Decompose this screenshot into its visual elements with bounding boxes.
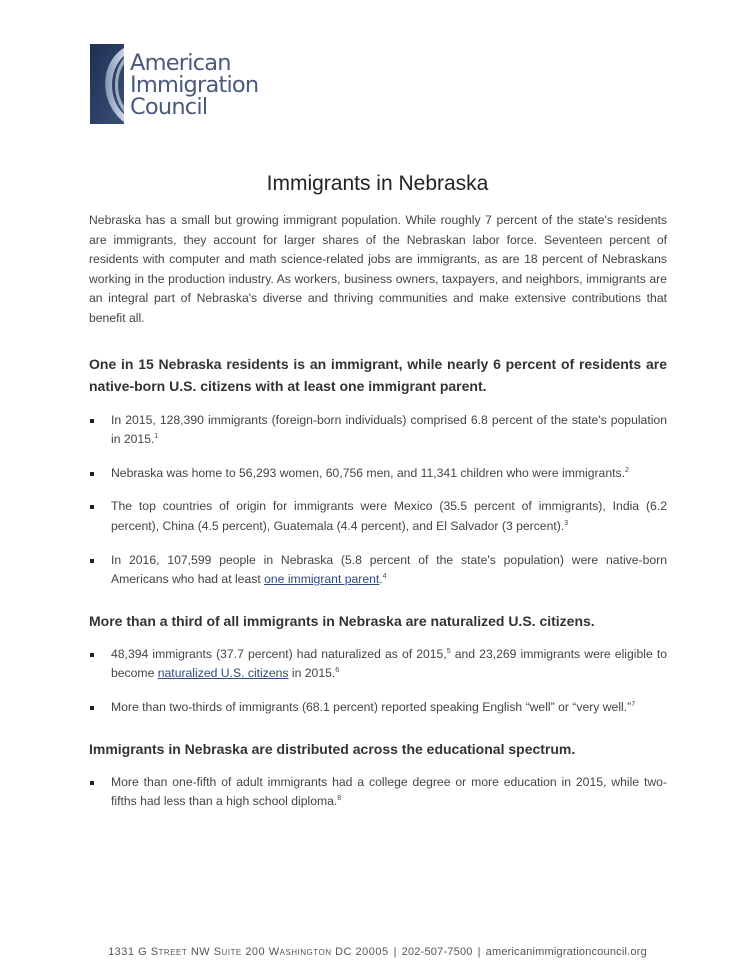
footnote-marker: 3 xyxy=(564,519,569,527)
logo-line-1: American xyxy=(130,50,231,76)
footnote-marker: 5 xyxy=(446,647,451,655)
bullet-item: In 2015, 128,390 immigrants (foreign-born individuals) comprised 6.8 percent of the state's population in 2015.$^1$ xyxy=(89,411,667,450)
bullet-item: More than two-thirds of immigrants (68.1 percent) reported speaking English “well” or “very well.”$^7$ xyxy=(89,698,667,718)
footnote-marker: 1 xyxy=(154,433,159,441)
section-list-education xyxy=(89,773,667,812)
bullet-item: Nebraska was home to 56,293 women, 60,756 men, and 11,341 children who were immigrants.$^2$ xyxy=(89,464,667,484)
bullet-item: The top countries of origin for immigrants were Mexico (35.5 percent of immigrants), India (6.2 percent), China (4.5 percent), Guatemala (4.4 percent), and El Salvador (3 percent).$^3$ xyxy=(89,497,667,536)
footer-separator: | xyxy=(393,946,397,958)
bullet-item: More than one-fifth of adult immigrants had a college degree or more education in 2015, while two-fifths had less than a high school diploma.$^8$ xyxy=(89,773,667,812)
section-heading-education: Immigrants in Nebraska are distributed across the educational spectrum. xyxy=(89,740,576,757)
footnote-marker: 6 xyxy=(335,667,340,675)
intro-paragraph: Nebraska has a small but growing immigrant population. While roughly 7 percent of the state's residents are immigrants, they account for larger shares of the Nebraskan labor force. Seventeen percent of residents with computer and math science-related jobs are immigrants, as are 18 percent of Nebraskans working in the production industry. As workers, business owners, taxpayers, and neighbors, immigrants are an integral part of Nebraska's diverse and thriving communities and make extensive contributions that benefit all. xyxy=(89,213,667,325)
footnote-marker: 4 xyxy=(382,573,387,581)
footer-address: 1331 G Street NW Suite 200 Washington DC 20005 xyxy=(108,946,389,958)
footnote-marker: 2 xyxy=(624,466,629,474)
bullet-item: 48,394 immigrants (37.7 percent) had naturalized as of 2015,$^5$ and 23,269 immigrants were eligible to become naturalized U.S. citizens in 2015.$^6$ xyxy=(89,645,667,684)
american-immigration-council-logo xyxy=(90,44,260,126)
section-heading-naturalized: More than a third of all immigrants in Nebraska are naturalized U.S. citizens. xyxy=(89,612,595,629)
page-footer xyxy=(0,946,755,958)
document-body xyxy=(89,211,667,812)
logo-line-3: Council xyxy=(130,94,208,120)
logo-wordmark xyxy=(130,52,258,118)
section-list-population xyxy=(89,411,667,590)
logo-line-2: Immigration xyxy=(130,72,259,98)
document-title: Immigrants in Nebraska xyxy=(266,172,489,195)
bullet-item: In 2016, 107,599 people in Nebraska (5.8 percent of the state's population) were native-born Americans who had at least one immigrant parent.$^4$ xyxy=(89,551,667,590)
footnote-marker: 7 xyxy=(631,700,636,708)
link-one-immigrant-parent[interactable]: one immigrant parent xyxy=(264,572,380,587)
footer-separator: | xyxy=(477,946,481,958)
section-list-naturalized xyxy=(89,645,667,718)
footer-phone: 202-507-7500 xyxy=(401,946,473,958)
footnote-marker: 8 xyxy=(337,795,342,803)
logo-mark-icon xyxy=(90,44,126,126)
footer-website[interactable]: americanimmigrationcouncil.org xyxy=(485,946,647,958)
section-heading-population: One in 15 Nebraska residents is an immigrant, while nearly 6 percent of residents are native-born U.S. citizens with at least one immigrant parent. xyxy=(89,355,667,394)
link-naturalized-citizens[interactable]: naturalized U.S. citizens xyxy=(157,666,289,681)
